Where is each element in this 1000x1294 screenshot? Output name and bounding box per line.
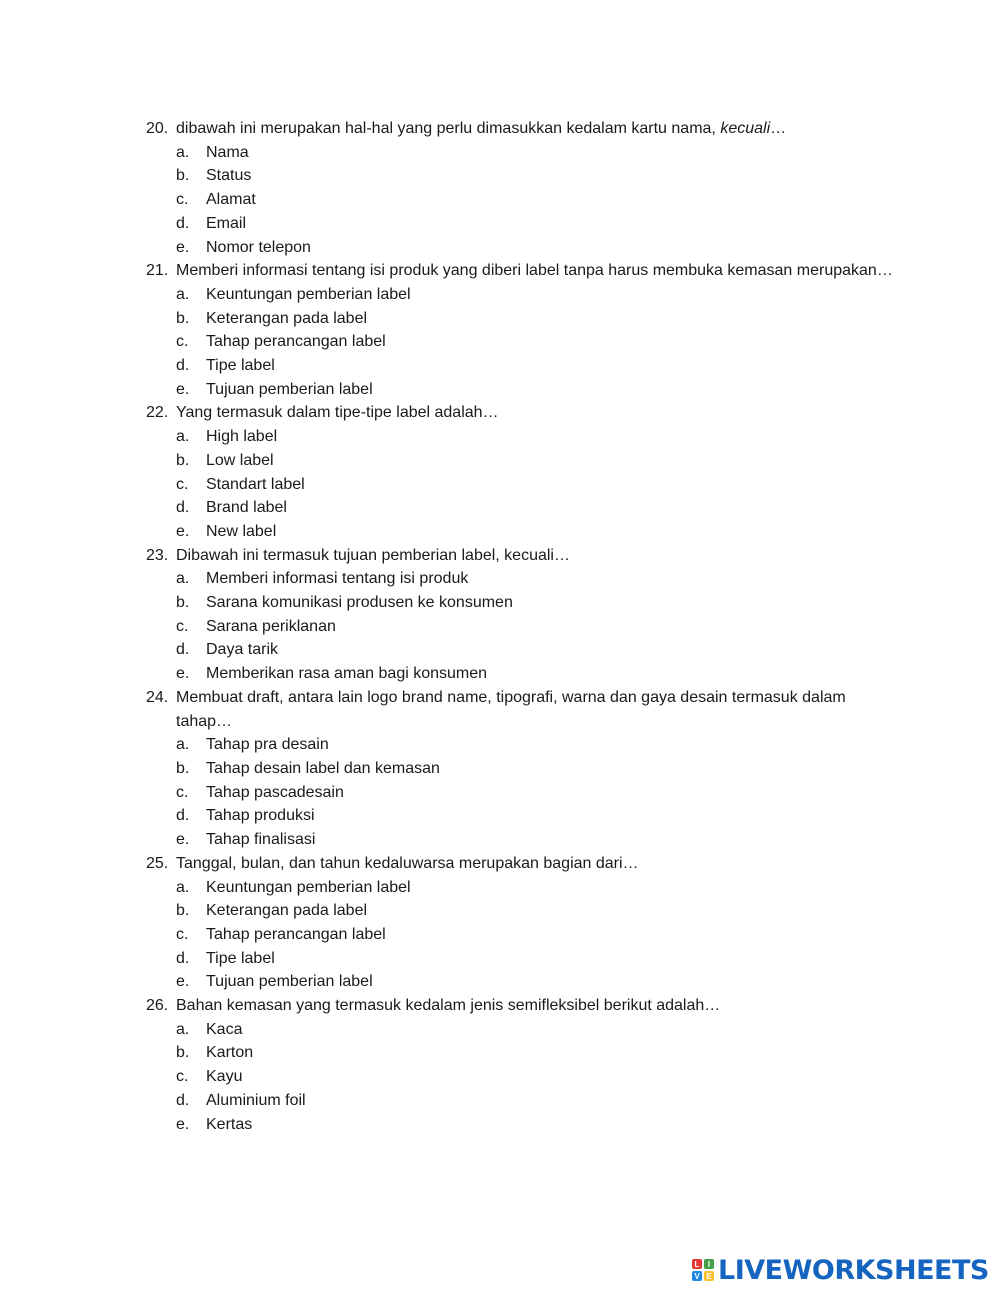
answer-option (146, 1113, 906, 1137)
question-row (146, 117, 906, 141)
answer-option (146, 947, 906, 971)
answer-option (146, 520, 906, 544)
answer-option (146, 733, 906, 757)
option-text: Tahap perancangan label (206, 333, 386, 351)
question-text (176, 686, 906, 733)
brand-name: LIVEWORKSHEETS (718, 1254, 989, 1286)
option-text: Tahap pascadesain (206, 783, 344, 801)
option-text: Daya tarik (206, 641, 279, 659)
option-letter: e. (176, 1115, 190, 1133)
question-text-main: Dibawah ini termasuk tujuan pemberian label, kecuali… (176, 546, 570, 564)
option-list (146, 876, 906, 995)
option-text: Memberikan rasa aman bagi konsumen (206, 665, 488, 683)
option-text: Tahap perancangan label (206, 925, 386, 943)
answer-option (146, 970, 906, 994)
question-text (176, 544, 906, 568)
option-letter: e. (176, 831, 190, 849)
question-text-main: Bahan kemasan yang termasuk kedalam jenis semifleksibel berikut adalah… (176, 997, 721, 1015)
option-text: Memberi informasi tentang isi produk (206, 570, 469, 588)
option-text: Tipe label (206, 949, 275, 967)
option-letter: e. (176, 522, 190, 540)
option-text: Nama (206, 143, 249, 161)
question-text-main: Yang termasuk dalam tipe-tipe label adalah… (176, 404, 499, 422)
option-text: Email (206, 214, 247, 232)
option-letter: a. (176, 143, 190, 161)
option-letter: e. (176, 665, 190, 683)
answer-option (146, 757, 906, 781)
answer-option (146, 164, 906, 188)
option-text: Aluminium foil (206, 1091, 306, 1109)
option-text: Sarana periklanan (206, 617, 336, 635)
option-list (146, 425, 906, 544)
option-letter: a. (176, 428, 190, 446)
answer-option (146, 828, 906, 852)
question-row (146, 401, 906, 425)
option-text: Keterangan pada label (206, 902, 368, 920)
answer-option (146, 449, 906, 473)
answer-option (146, 330, 906, 354)
option-list (146, 283, 906, 402)
question-number: 25. (146, 854, 169, 872)
question-row (146, 259, 906, 283)
option-letter: b. (176, 759, 190, 777)
option-letter: a. (176, 570, 190, 588)
option-letter: e. (176, 973, 190, 991)
question-text (176, 852, 906, 876)
option-text: Tahap desain label dan kemasan (206, 759, 440, 777)
answer-option (146, 876, 906, 900)
option-letter: a. (176, 285, 190, 303)
option-text: Tahap finalisasi (206, 831, 316, 849)
question-number: 26. (146, 997, 169, 1015)
question-item (146, 544, 906, 686)
logo-mark-icon (692, 1259, 714, 1281)
question-row (146, 852, 906, 876)
option-text: Keterangan pada label (206, 309, 368, 327)
option-text: Low label (206, 451, 274, 469)
option-text: Status (206, 167, 252, 185)
question-text-main: Memberi informasi tentang isi produk yang diberi label tanpa harus membuka kemasan merupakan… (176, 262, 893, 280)
option-text: Sarana komunikasi produsen ke konsumen (206, 594, 513, 612)
question-number: 21. (146, 262, 169, 280)
answer-option (146, 425, 906, 449)
answer-option (146, 307, 906, 331)
question-text-main: dibawah ini merupakan hal-hal yang perlu dimasukkan kedalam kartu nama, (176, 120, 721, 137)
option-letter: b. (176, 451, 190, 469)
option-letter: b. (176, 167, 190, 185)
option-letter: d. (176, 641, 190, 659)
option-letter: e. (176, 238, 190, 256)
option-text: New label (206, 522, 277, 540)
logo-tile: I (704, 1259, 714, 1269)
option-text: Nomor telepon (206, 238, 311, 256)
option-text: Karton (206, 1044, 254, 1062)
option-letter: d. (176, 499, 190, 517)
question-item (146, 686, 906, 852)
question-text-emphasis: kecuali (720, 120, 771, 137)
option-letter: a. (176, 1020, 190, 1038)
question-number: 24. (146, 688, 169, 706)
option-text: Tujuan pemberian label (206, 973, 373, 991)
option-text: Tahap pra desain (206, 736, 329, 754)
question-item (146, 259, 906, 401)
question-item (146, 401, 906, 543)
answer-option (146, 378, 906, 402)
option-letter: b. (176, 594, 190, 612)
answer-option (146, 1065, 906, 1089)
question-text (176, 259, 906, 283)
option-letter: a. (176, 736, 190, 754)
option-text: Keuntungan pemberian label (206, 285, 411, 303)
answer-option (146, 1041, 906, 1065)
answer-option (146, 899, 906, 923)
question-text (176, 117, 906, 141)
question-text-main: Membuat draft, antara lain logo brand name, tipografi, warna dan gaya desain termasuk dalam tahap… (176, 688, 846, 730)
answer-option (146, 804, 906, 828)
option-list (146, 733, 906, 852)
question-text (176, 994, 906, 1018)
logo-tile: V (692, 1271, 702, 1281)
option-text: Kertas (206, 1115, 253, 1133)
option-text: Keuntungan pemberian label (206, 878, 411, 896)
option-letter: d. (176, 1091, 190, 1109)
answer-option (146, 591, 906, 615)
question-text-main: Tanggal, bulan, dan tahun kedaluwarsa merupakan bagian dari… (176, 854, 639, 872)
option-list (146, 1018, 906, 1137)
liveworksheets-logo (692, 1255, 989, 1285)
question-text (176, 401, 906, 425)
option-text: Brand label (206, 499, 287, 517)
option-letter: d. (176, 807, 190, 825)
answer-option (146, 1089, 906, 1113)
option-letter: c. (176, 783, 189, 801)
option-letter: a. (176, 878, 190, 896)
answer-option (146, 615, 906, 639)
option-letter: d. (176, 949, 190, 967)
answer-option (146, 662, 906, 686)
answer-option (146, 236, 906, 260)
option-text: Tahap produksi (206, 807, 315, 825)
option-letter: c. (176, 925, 189, 943)
option-letter: c. (176, 333, 189, 351)
question-text-suffix: … (770, 120, 787, 137)
answer-option (146, 188, 906, 212)
option-letter: c. (176, 617, 189, 635)
option-text: Tipe label (206, 357, 275, 375)
option-text: Alamat (206, 191, 256, 209)
question-item (146, 117, 906, 259)
question-number: 22. (146, 404, 169, 422)
option-text: Kaca (206, 1020, 243, 1038)
option-text: Standart label (206, 475, 305, 493)
answer-option (146, 212, 906, 236)
option-list (146, 141, 906, 260)
option-letter: b. (176, 1044, 190, 1062)
option-letter: b. (176, 309, 190, 327)
question-item (146, 852, 906, 994)
answer-option (146, 1018, 906, 1042)
answer-option (146, 638, 906, 662)
option-letter: c. (176, 1068, 189, 1086)
logo-tile: L (692, 1259, 702, 1269)
option-text: Kayu (206, 1068, 243, 1086)
answer-option (146, 923, 906, 947)
logo-tile: E (704, 1271, 714, 1281)
question-item (146, 994, 906, 1136)
option-letter: d. (176, 357, 190, 375)
option-letter: c. (176, 191, 189, 209)
option-letter: c. (176, 475, 189, 493)
answer-option (146, 141, 906, 165)
answer-option (146, 496, 906, 520)
option-letter: b. (176, 902, 190, 920)
question-number: 23. (146, 546, 169, 564)
question-row (146, 686, 906, 733)
answer-option (146, 354, 906, 378)
option-letter: e. (176, 380, 190, 398)
option-text: High label (206, 428, 278, 446)
question-row (146, 994, 906, 1018)
question-row (146, 544, 906, 568)
option-list (146, 567, 906, 686)
answer-option (146, 473, 906, 497)
option-text: Tujuan pemberian label (206, 380, 373, 398)
question-list (146, 117, 906, 1136)
question-number: 20. (146, 120, 169, 137)
answer-option (146, 283, 906, 307)
answer-option (146, 781, 906, 805)
answer-option (146, 567, 906, 591)
option-letter: d. (176, 214, 190, 232)
